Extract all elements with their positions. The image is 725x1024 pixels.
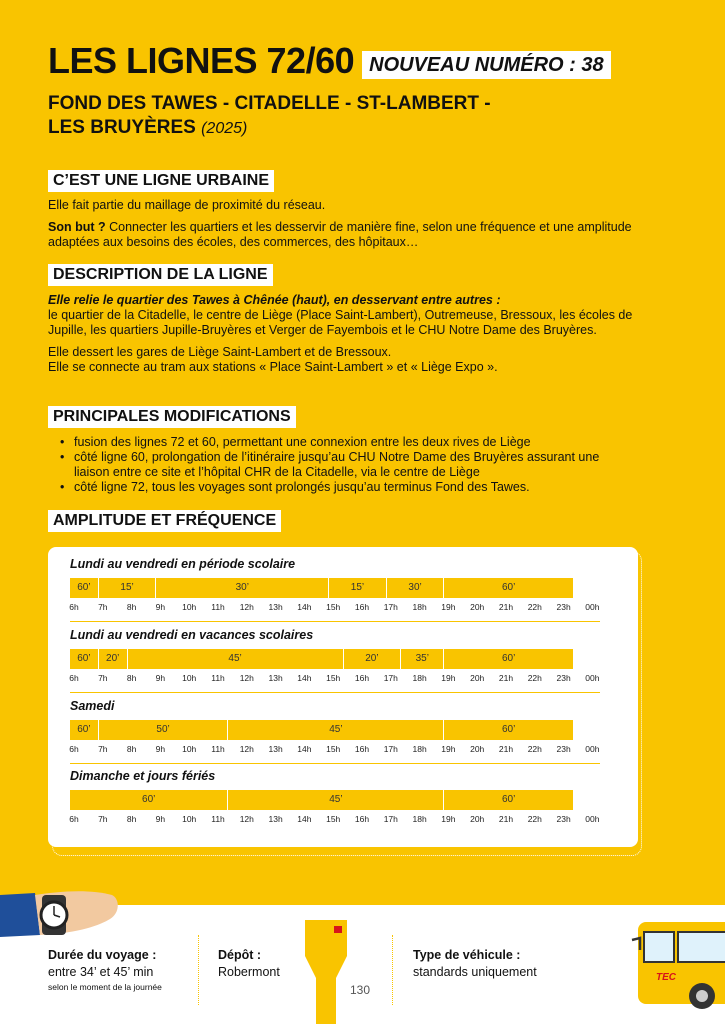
hour-label: 10h <box>182 814 197 824</box>
frequency-segment: 45’ <box>228 720 444 740</box>
hour-axis <box>70 812 610 826</box>
bus-window <box>678 932 725 962</box>
urban-p2-rest: Connecter les quartiers et les desservir de manière fine, selon une fréquence et une amplitude adaptées aux besoins des écoles, des commerces, des hôpitaux… <box>48 220 632 249</box>
frequency-segment: 60’ <box>70 790 228 810</box>
depot-value: Robermont <box>218 965 280 979</box>
frequency-bar <box>70 649 578 669</box>
hour-label: 6h <box>69 673 79 683</box>
hour-label: 18h <box>412 602 427 612</box>
frequency-segment: 60’ <box>444 649 574 669</box>
hour-label: 18h <box>412 673 427 683</box>
hour-label: 22h <box>527 602 542 612</box>
frequency-segment: 60’ <box>444 720 574 740</box>
hour-label: 17h <box>383 814 398 824</box>
hour-label: 8h <box>126 744 137 754</box>
description-p3: Elle se connecte au tram aux stations « Place Saint-Lambert » et « Liège Expo ». <box>48 360 498 374</box>
bus-window <box>644 932 674 962</box>
hour-label: 7h <box>98 814 108 824</box>
bus-stop-sign-icon <box>300 918 360 1024</box>
frequency-segment: 20’ <box>99 649 128 669</box>
hour-label: 11h <box>211 673 225 683</box>
schedule-separator <box>70 692 600 693</box>
hour-label: 22h <box>527 673 542 683</box>
frequency-segment: 60’ <box>70 578 99 598</box>
hour-label: 8h <box>126 673 137 683</box>
frequency-segment: 35’ <box>401 649 444 669</box>
frequency-bar <box>70 578 578 598</box>
hour-label: 17h <box>383 744 398 754</box>
description-p1: le quartier de la Citadelle, le centre de Liège (Place Saint-Lambert), Outremeuse, Bressoux, les écoles de Jupille, les quartiers Jupille-Bruyères et Verger de Fayembois et le CHU Notre Dame des Bruyères. <box>48 308 633 337</box>
hour-label: 12h <box>239 673 254 683</box>
schedule-title: Lundi au vendredi en vacances scolaires <box>70 628 314 642</box>
frequency-segment: 60’ <box>70 649 99 669</box>
hour-label: 7h <box>98 602 108 612</box>
hour-label: 23h <box>556 602 571 612</box>
frequency-segment: 15’ <box>329 578 387 598</box>
hour-label: 00h <box>585 814 600 824</box>
hour-label: 9h <box>155 673 166 683</box>
hour-label: 9h <box>155 744 166 754</box>
description-lead: Elle relie le quartier des Tawes à Chênée (haut), en desservant entre autres : <box>48 293 501 307</box>
urban-p1: Elle fait partie du maillage de proximité du réseau. <box>48 198 326 212</box>
hour-label: 21h <box>498 744 514 754</box>
schedule-block <box>70 557 600 614</box>
hour-label: 14h <box>297 673 312 683</box>
sleeve-shape <box>0 893 40 937</box>
hour-label: 15h <box>326 814 341 824</box>
hour-label: 21h <box>498 602 514 612</box>
modifications-list <box>60 435 630 495</box>
hour-label: 15h <box>326 602 341 612</box>
hour-label: 17h <box>383 673 398 683</box>
hour-label: 7h <box>98 744 108 754</box>
hour-label: 16h <box>354 814 370 824</box>
schedule-block <box>70 769 600 826</box>
page-number: 130 <box>350 983 371 997</box>
hour-label: 00h <box>585 744 600 754</box>
hour-label: 19h <box>441 673 456 683</box>
hour-axis <box>70 742 610 756</box>
hour-label: 15h <box>326 744 341 754</box>
footer-divider <box>198 935 199 1005</box>
hour-label: 6h <box>69 744 79 754</box>
duration-value: entre 34’ et 45’ min <box>48 965 154 979</box>
frequency-segment: 60’ <box>444 790 574 810</box>
bus-wheel-hub <box>696 990 708 1002</box>
sign-panel <box>305 920 347 956</box>
route-subtitle <box>48 92 608 141</box>
subtitle-line-1: FOND DES TAWES - CITADELLE - ST-LAMBERT - <box>48 93 491 114</box>
hour-label: 16h <box>354 744 370 754</box>
hour-label: 10h <box>182 673 197 683</box>
hour-label: 11h <box>211 602 225 612</box>
frequency-segment: 30’ <box>156 578 329 598</box>
hour-label: 16h <box>354 673 370 683</box>
hour-label: 16h <box>354 602 370 612</box>
hour-label: 13h <box>268 602 283 612</box>
footer-divider <box>392 935 393 1005</box>
frequency-segment: 15’ <box>99 578 157 598</box>
bus-icon <box>630 918 725 1018</box>
sign-red-mark <box>334 926 342 933</box>
hour-label: 15h <box>326 673 341 683</box>
bus-brand-logo: TEC <box>656 972 676 983</box>
hour-label: 12h <box>239 744 254 754</box>
schedule-title: Lundi au vendredi en période scolaire <box>70 557 296 571</box>
vehicle-label: Type de véhicule : <box>413 948 521 962</box>
hour-label: 19h <box>441 814 456 824</box>
schedule-title: Samedi <box>70 699 115 713</box>
hour-label: 13h <box>268 744 283 754</box>
hour-label: 8h <box>126 602 137 612</box>
subtitle-line-2: LES BRUYÈRES <box>48 117 196 138</box>
urban-text <box>48 198 638 257</box>
heading-urban-line: C’EST UNE LIGNE URBAINE <box>48 170 274 192</box>
list-item: • fusion des lignes 72 et 60, permettant une connexion entre les deux rives de Liège <box>60 435 630 450</box>
new-number-badge: NOUVEAU NUMÉRO : 38 <box>362 51 610 79</box>
title-row <box>48 42 611 80</box>
frequency-bar <box>70 790 578 810</box>
vehicle-value: standards uniquement <box>413 965 537 979</box>
schedule-block <box>70 699 600 756</box>
hour-label: 20h <box>470 814 485 824</box>
hour-label: 18h <box>412 744 427 754</box>
hour-label: 18h <box>412 814 427 824</box>
hour-label: 14h <box>297 602 312 612</box>
hour-label: 23h <box>556 814 571 824</box>
hour-label: 13h <box>268 814 283 824</box>
hour-label: 21h <box>498 814 514 824</box>
duration-note: selon le moment de la journée <box>48 982 162 992</box>
hour-label: 22h <box>527 814 542 824</box>
frequency-segment: 45’ <box>228 790 444 810</box>
watch-hand-illustration <box>0 885 125 945</box>
hour-label: 00h <box>585 673 600 683</box>
hour-label: 10h <box>182 744 197 754</box>
frequency-bar <box>70 720 578 740</box>
hour-label: 20h <box>470 602 485 612</box>
schedule-separator <box>70 621 600 622</box>
hour-label: 00h <box>585 602 600 612</box>
hour-label: 9h <box>155 602 166 612</box>
hour-label: 20h <box>470 673 485 683</box>
heading-modifications: PRINCIPALES MODIFICATIONS <box>48 406 296 428</box>
hour-label: 12h <box>239 602 254 612</box>
hour-label: 14h <box>297 814 312 824</box>
hour-label: 23h <box>556 744 571 754</box>
frequency-segment: 45’ <box>128 649 344 669</box>
urban-p2-bold: Son but ? <box>48 220 106 234</box>
hour-label: 9h <box>155 814 166 824</box>
description-p2: Elle dessert les gares de Liège Saint-Lambert et de Bressoux. <box>48 345 392 359</box>
hour-label: 19h <box>441 602 456 612</box>
hour-label: 8h <box>126 814 137 824</box>
year: (2025) <box>201 120 248 137</box>
hour-label: 6h <box>69 602 79 612</box>
page-title: LES LIGNES 72/60 <box>48 40 355 81</box>
hour-label: 10h <box>182 602 197 612</box>
list-item: • côté ligne 72, tous les voyages sont prolongés jusqu’au terminus Fond des Tawes. <box>60 480 630 495</box>
duration-label: Durée du voyage : <box>48 948 157 962</box>
hour-label: 11h <box>211 744 225 754</box>
hour-label: 6h <box>69 814 79 824</box>
sign-post <box>305 956 347 1024</box>
description-text <box>48 293 638 382</box>
frequency-segment: 20’ <box>344 649 402 669</box>
hour-label: 14h <box>297 744 312 754</box>
frequency-segment: 60’ <box>70 720 99 740</box>
heading-description: DESCRIPTION DE LA LIGNE <box>48 264 273 286</box>
hour-label: 11h <box>211 814 225 824</box>
schedule-separator <box>70 763 600 764</box>
bus-mirror <box>632 938 640 950</box>
hour-label: 12h <box>239 814 254 824</box>
hour-label: 13h <box>268 673 283 683</box>
schedule-title: Dimanche et jours fériés <box>70 769 216 783</box>
hour-label: 19h <box>441 744 456 754</box>
hour-label: 22h <box>527 744 542 754</box>
hour-label: 21h <box>498 673 514 683</box>
frequency-segment: 60’ <box>444 578 574 598</box>
frequency-segment: 50’ <box>99 720 229 740</box>
frequency-segment: 30’ <box>387 578 445 598</box>
hour-label: 20h <box>470 744 485 754</box>
hour-label: 23h <box>556 673 571 683</box>
depot-label: Dépôt : <box>218 948 262 962</box>
heading-amplitude: AMPLITUDE ET FRÉQUENCE <box>48 510 281 532</box>
hour-label: 7h <box>98 673 108 683</box>
schedule-block <box>70 628 600 685</box>
list-item: • côté ligne 60, prolongation de l’itinéraire jusqu’au CHU Notre Dame des Bruyères assurant une liaison entre ce site et l’hôpital CHR de la Citadelle, via le centre de Liège <box>60 450 630 480</box>
hour-label: 17h <box>383 602 398 612</box>
hour-axis <box>70 671 610 685</box>
hour-axis <box>70 600 610 614</box>
